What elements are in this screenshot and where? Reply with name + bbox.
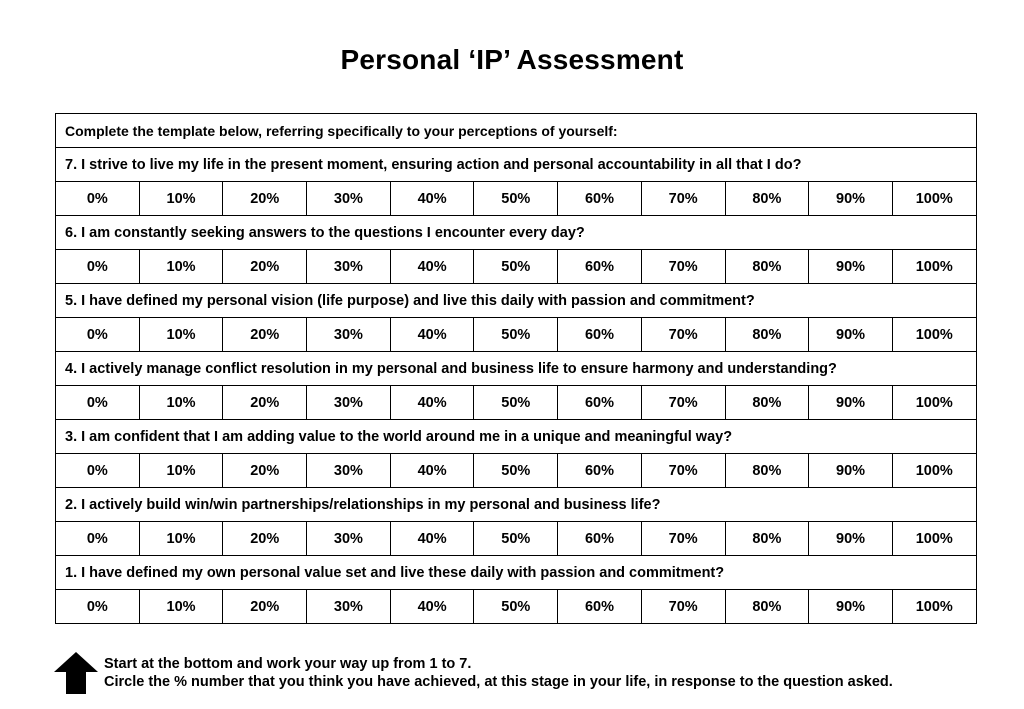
rating-option-80-percent[interactable]: 80% [725,454,809,488]
rating-scale-row [56,182,977,216]
rating-option-40-percent[interactable]: 40% [390,590,474,624]
rating-option-100-percent[interactable]: 100% [892,522,976,556]
rating-option-40-percent[interactable]: 40% [390,318,474,352]
rating-option-10-percent[interactable]: 10% [139,318,223,352]
rating-option-100-percent[interactable]: 100% [892,454,976,488]
rating-option-50-percent[interactable]: 50% [474,386,558,420]
rating-scale-row [56,454,977,488]
rating-option-100-percent[interactable]: 100% [892,590,976,624]
question-row [56,556,977,590]
rating-option-0-percent[interactable]: 0% [56,522,140,556]
rating-option-90-percent[interactable]: 90% [809,182,893,216]
rating-option-80-percent[interactable]: 80% [725,318,809,352]
rating-option-90-percent[interactable]: 90% [809,454,893,488]
rating-option-10-percent[interactable]: 10% [139,386,223,420]
rating-option-10-percent[interactable]: 10% [139,250,223,284]
rating-option-70-percent[interactable]: 70% [641,318,725,352]
rating-option-30-percent[interactable]: 30% [307,318,391,352]
rating-option-90-percent[interactable]: 90% [809,318,893,352]
rating-option-30-percent[interactable]: 30% [307,386,391,420]
rating-option-20-percent[interactable]: 20% [223,182,307,216]
rating-option-50-percent[interactable]: 50% [474,590,558,624]
question-row [56,284,977,318]
rating-option-20-percent[interactable]: 20% [223,454,307,488]
page-title: Personal ‘IP’ Assessment [340,44,684,75]
rating-option-30-percent[interactable]: 30% [307,522,391,556]
rating-option-30-percent[interactable]: 30% [307,182,391,216]
rating-scale-row [56,590,977,624]
rating-option-100-percent[interactable]: 100% [892,250,976,284]
rating-option-60-percent[interactable]: 60% [558,454,642,488]
rating-option-70-percent[interactable]: 70% [641,454,725,488]
question-text: 2. I actively build win/win partnerships/relationships in my personal and business life? [56,488,977,522]
rating-option-60-percent[interactable]: 60% [558,182,642,216]
rating-option-20-percent[interactable]: 20% [223,250,307,284]
rating-option-60-percent[interactable]: 60% [558,318,642,352]
rating-option-70-percent[interactable]: 70% [641,522,725,556]
rating-option-70-percent[interactable]: 70% [641,590,725,624]
footer-note [54,652,984,696]
up-arrow-icon [54,652,98,694]
rating-option-40-percent[interactable]: 40% [390,250,474,284]
rating-option-30-percent[interactable]: 30% [307,590,391,624]
rating-scale-row [56,522,977,556]
rating-option-30-percent[interactable]: 30% [307,454,391,488]
instruction-row [56,114,977,148]
rating-option-70-percent[interactable]: 70% [641,250,725,284]
footer-line-1: Start at the bottom and work your way up from 1 to 7. [104,656,472,672]
rating-option-40-percent[interactable]: 40% [390,386,474,420]
rating-option-90-percent[interactable]: 90% [809,250,893,284]
rating-option-20-percent[interactable]: 20% [223,386,307,420]
question-text: 1. I have defined my own personal value set and live these daily with passion and commitment? [56,556,977,590]
rating-option-60-percent[interactable]: 60% [558,522,642,556]
question-row [56,216,977,250]
rating-option-100-percent[interactable]: 100% [892,386,976,420]
question-row [56,488,977,522]
rating-option-80-percent[interactable]: 80% [725,522,809,556]
question-text: 7. I strive to live my life in the present moment, ensuring action and personal accountability in all that I do? [56,148,977,182]
rating-option-20-percent[interactable]: 20% [223,522,307,556]
rating-option-50-percent[interactable]: 50% [474,522,558,556]
rating-option-60-percent[interactable]: 60% [558,250,642,284]
rating-option-50-percent[interactable]: 50% [474,318,558,352]
rating-option-70-percent[interactable]: 70% [641,182,725,216]
rating-option-0-percent[interactable]: 0% [56,590,140,624]
rating-option-50-percent[interactable]: 50% [474,454,558,488]
question-row [56,352,977,386]
rating-option-0-percent[interactable]: 0% [56,386,140,420]
question-text: 6. I am constantly seeking answers to the questions I encounter every day? [56,216,977,250]
rating-option-40-percent[interactable]: 40% [390,182,474,216]
rating-option-0-percent[interactable]: 0% [56,454,140,488]
question-text: 4. I actively manage conflict resolution in my personal and business life to ensure harmony and understanding? [56,352,977,386]
rating-scale-row [56,318,977,352]
assessment-table [55,113,977,624]
footer-line-2: Circle the % number that you think you have achieved, at this stage in your life, in response to the question asked. [104,674,893,690]
question-row [56,420,977,454]
rating-option-40-percent[interactable]: 40% [390,454,474,488]
rating-option-90-percent[interactable]: 90% [809,590,893,624]
question-row [56,148,977,182]
rating-option-80-percent[interactable]: 80% [725,250,809,284]
rating-option-10-percent[interactable]: 10% [139,522,223,556]
rating-option-50-percent[interactable]: 50% [474,182,558,216]
rating-option-40-percent[interactable]: 40% [390,522,474,556]
rating-option-20-percent[interactable]: 20% [223,318,307,352]
question-text: 5. I have defined my personal vision (life purpose) and live this daily with passion and commitment? [56,284,977,318]
question-text: 3. I am confident that I am adding value to the world around me in a unique and meaningful way? [56,420,977,454]
rating-option-0-percent[interactable]: 0% [56,250,140,284]
rating-option-80-percent[interactable]: 80% [725,182,809,216]
rating-option-100-percent[interactable]: 100% [892,318,976,352]
rating-option-90-percent[interactable]: 90% [809,386,893,420]
rating-option-60-percent[interactable]: 60% [558,386,642,420]
rating-option-80-percent[interactable]: 80% [725,590,809,624]
rating-option-100-percent[interactable]: 100% [892,182,976,216]
rating-option-0-percent[interactable]: 0% [56,182,140,216]
rating-option-10-percent[interactable]: 10% [139,182,223,216]
rating-option-80-percent[interactable]: 80% [725,386,809,420]
rating-option-10-percent[interactable]: 10% [139,590,223,624]
rating-option-90-percent[interactable]: 90% [809,522,893,556]
rating-option-70-percent[interactable]: 70% [641,386,725,420]
rating-option-0-percent[interactable]: 0% [56,318,140,352]
rating-option-20-percent[interactable]: 20% [223,590,307,624]
footer-text [104,655,893,691]
rating-scale-row [56,386,977,420]
rating-option-10-percent[interactable]: 10% [139,454,223,488]
instruction-text: Complete the template below, referring specifically to your perceptions of yourself: [56,114,977,148]
rating-option-50-percent[interactable]: 50% [474,250,558,284]
rating-option-30-percent[interactable]: 30% [307,250,391,284]
rating-option-60-percent[interactable]: 60% [558,590,642,624]
rating-scale-row [56,250,977,284]
